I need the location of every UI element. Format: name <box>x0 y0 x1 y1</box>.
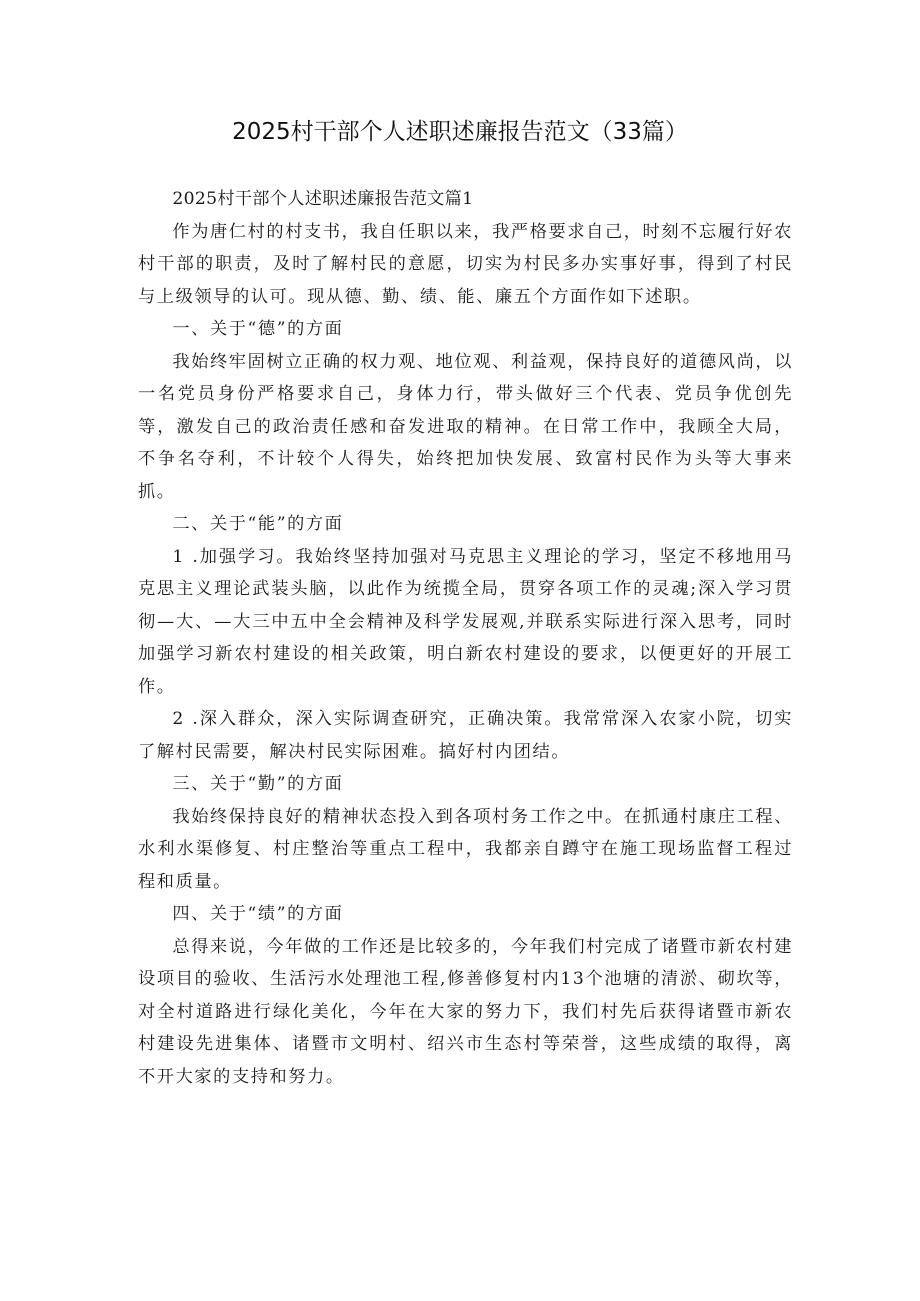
paragraph-neng-1: 1 .加强学习。我始终坚持加强对马克思主义理论的学习，坚定不移地用马克思主义理论武装头脑，以此作为统揽全局，贯穿各项工作的灵魂;深入学习贯彻—大、—大三中五中全会精神及科学发展观,并联系实际进行深入思考，同时加强学习新农村建设的相关政策，明白新农村建设的要求，以便更好的开展工作。 <box>138 546 793 697</box>
document-title: 2025村干部个人述职述廉报告范文（33篇） <box>232 119 688 145</box>
paragraph-de: 我始终牢固树立正确的权力观、地位观、利益观，保持良好的道德风尚，以一名党员身份严格要求自己，身体力行，带头做好三个代表、党员争优创先等，激发自己的政治责任感和奋发进取的精神。在日常工作中，我顾全大局，不争名夺利，不计较个人得失，始终把加快发展、致富村民作为头等大事来抓。 <box>138 351 793 502</box>
section-heading-qin: 三、关于“勤”的方面 <box>172 774 344 794</box>
document-body <box>138 183 793 1093</box>
paragraph-neng-2: 2 .深入群众，深入实际调查研究，正确决策。我常常深入农家小院，切实了解村民需要，解决村民实际困难。搞好村内团结。 <box>138 709 793 762</box>
paragraph-qin: 我始终保持良好的精神状态投入到各项村务工作之中。在抓通村康庄工程、水利水渠修复、村庄整治等重点工程中，我都亲自蹲守在施工现场监督工程过程和质量。 <box>138 806 793 892</box>
article-subtitle: 2025村干部个人述职述廉报告范文篇1 <box>172 189 474 209</box>
section-heading-de: 一、关于“德”的方面 <box>172 319 344 339</box>
paragraph-ji: 总得来说，今年做的工作还是比较多的，今年我们村完成了诸暨市新农村建设项目的验收、生活污水处理池工程,修善修复村内13个池塘的清淤、砌坎等，对全村道路进行绿化美化，今年在大家的努力下，我们村先后获得诸暨市新农村建设先进集体、诸暨市文明村、绍兴市生态村等荣誉，这些成绩的取得，离不开大家的支持和努力。 <box>138 936 793 1087</box>
section-heading-ji: 四、关于“绩”的方面 <box>172 904 344 924</box>
paragraph-intro: 作为唐仁村的村支书，我自任职以来，我严格要求自己，时刻不忘履行好农村干部的职责，及时了解村民的意愿，切实为村民多办实事好事，得到了村民与上级领导的认可。现从德、勤、绩、能、廉五个方面作如下述职。 <box>138 221 793 307</box>
section-heading-neng: 二、关于“能”的方面 <box>172 514 344 534</box>
